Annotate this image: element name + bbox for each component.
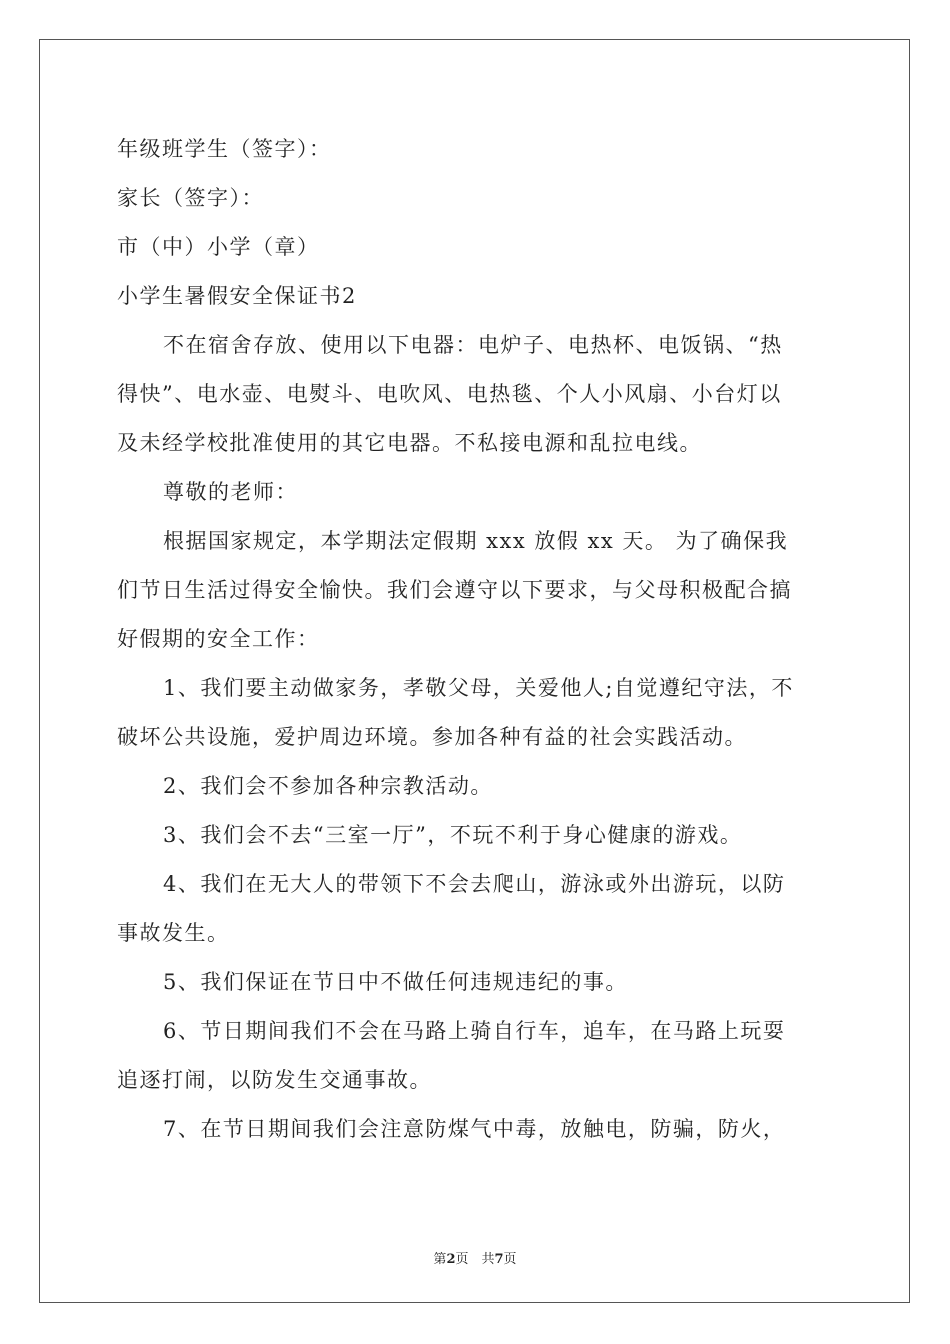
paragraph-line: 好假期的安全工作： [117,627,320,651]
paragraph-item-1 [117,664,835,762]
paragraph-line: 得快”、电水壶、电熨斗、电吹风、电热毯、个人小风扇、小台灯以 [117,382,782,406]
school-stamp-line: 市（中）小学（章） [117,235,320,259]
paragraph-item-3 [117,811,835,860]
footer-current-page: 2 [446,1252,456,1267]
footer-suffix: 页 [503,1252,517,1267]
paragraph-item-6 [117,1007,835,1105]
paragraph-appliances [117,321,835,468]
page-footer [0,1248,950,1267]
paragraph-line: 破坏公共设施，爱护周边环境。参加各种有益的社会实践活动。 [117,725,747,749]
paragraph-line: 们节日生活过得安全愉快。我们会遵守以下要求，与父母积极配合搞 [117,578,792,602]
paragraph-line: 尊敬的老师： [163,480,298,504]
section-title: 小学生暑假安全保证书2 [117,284,357,308]
paragraph-line: 追逐打闹，以防发生交通事故。 [117,1068,432,1092]
paragraph-line: 及未经学校批准使用的其它电器。不私接电源和乱拉电线。 [117,431,702,455]
paragraph-item-5 [117,958,835,1007]
paragraph-line: 5、我们保证在节日中不做任何违规违纪的事。 [163,970,628,994]
paragraph-line: 3、我们会不去“三室一厅”，不玩不利于身心健康的游戏。 [163,823,743,847]
student-signature-line: 年级班学生（签字）： [117,137,332,161]
paragraph-intro [117,517,835,664]
paragraph-item-4 [117,860,835,958]
paragraph-item-2 [117,762,835,811]
paragraph-line: 6、节日期间我们不会在马路上骑自行车，追车，在马路上玩耍 [163,1019,786,1043]
document-body [117,125,835,1154]
paragraph-item-7 [117,1105,835,1154]
footer-middle: 页 共 [455,1252,495,1267]
paragraph-line: 2、我们会不参加各种宗教活动。 [163,774,493,798]
paragraph-line: 1、我们要主动做家务，孝敬父母，关爱他人;自觉遵纪守法，不 [163,676,794,700]
paragraph-line: 4、我们在无大人的带领下不会去爬山，游泳或外出游玩，以防 [163,872,786,896]
footer-prefix: 第 [433,1252,447,1267]
paragraph-line: 根据国家规定，本学期法定假期 xxx 放假 xx 天。 为了确保我 [163,529,789,553]
paragraph-salutation [117,468,835,517]
paragraph-line: 不在宿舍存放、使用以下电器：电炉子、电热杯、电饭锅、“热 [163,333,783,357]
paragraph-line: 7、在节日期间我们会注意防煤气中毒，放触电，防骗，防火， [163,1117,786,1141]
paragraph-line: 事故发生。 [117,921,230,945]
parent-signature-line: 家长（签字）： [117,186,264,210]
footer-total-pages: 7 [494,1252,504,1267]
